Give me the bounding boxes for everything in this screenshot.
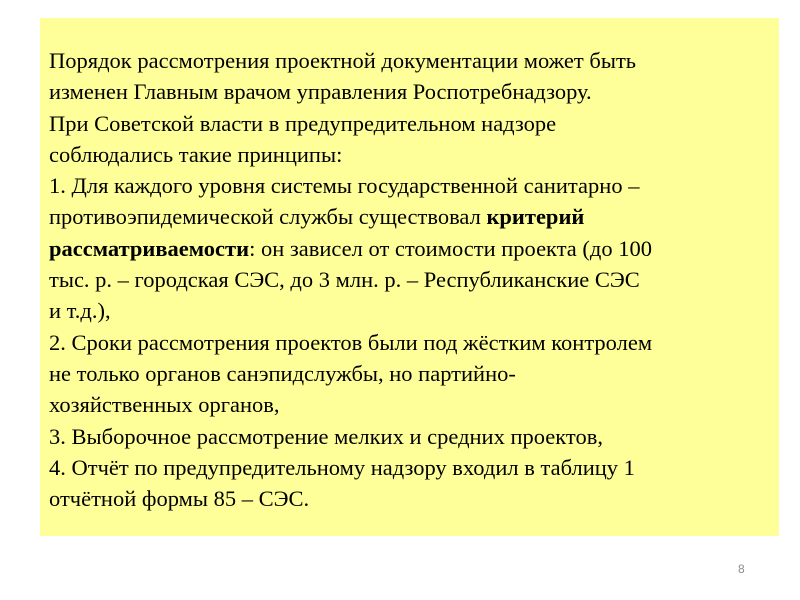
text-line: 1. Для каждого уровня системы государственной санитарно –	[49, 173, 640, 199]
bold-term: критерий	[486, 204, 585, 230]
text-line: При Советской власти в предупредительном надзоре	[49, 110, 557, 136]
text-segment: противоэпидемической службы существовал	[49, 204, 487, 230]
text-line: хозяйственных органов,	[49, 392, 280, 418]
text-line: 2. Сроки рассмотрения проектов были под жёстким контролем	[49, 329, 653, 355]
text-line: отчётной формы 85 – СЭС.	[49, 486, 310, 512]
text-line: тыс. р. – городская СЭС, до 3 млн. р. – Республиканские СЭС	[49, 267, 640, 293]
text-line: Порядок рассмотрения проектной документации может быть	[49, 48, 637, 73]
text-line: соблюдались такие принципы:	[49, 141, 343, 167]
text-line: не только органов санэпидслужбы, но партийно-	[49, 360, 516, 386]
text-line: изменен Главным врачом управления Роспотребнадзору.	[49, 79, 592, 105]
text-line: 4. Отчёт по предупредительному надзору входил в таблицу 1	[49, 454, 635, 480]
text-line: 3. Выборочное рассмотрение мелких и средних проектов,	[49, 423, 603, 449]
page-number: 8	[738, 562, 745, 576]
bold-term: рассматриваемости	[49, 235, 250, 261]
text-line: и т.д.),	[49, 298, 111, 324]
text-line	[49, 201, 769, 232]
text-line	[49, 233, 769, 264]
slide-body-text	[49, 45, 769, 514]
text-segment: : он зависел от стоимости проекта (до 100	[249, 235, 652, 261]
slide-content-box	[40, 18, 779, 536]
